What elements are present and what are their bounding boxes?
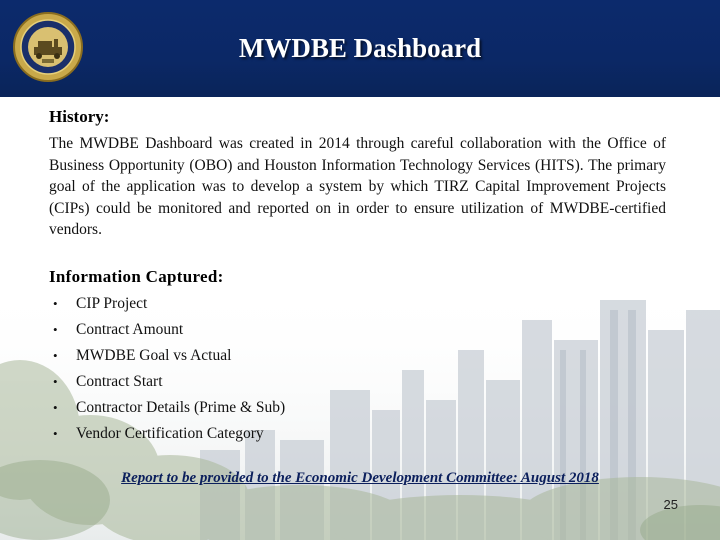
bullet-icon: • bbox=[53, 348, 58, 363]
list-item-label: CIP Project bbox=[76, 295, 148, 312]
bullet-icon: • bbox=[53, 296, 58, 311]
list-item bbox=[49, 319, 285, 345]
history-body: The MWDBE Dashboard was created in 2014 through careful collaboration with the Office of Business Opportunity (OBO) and Houston Information Technology Services (HITS). The primary goal of the application was to develop a system by which TIRZ Capital Improvement Projects (CIPs) could be monitored and reported on in order to ensure utilization of MWDBE-certified vendors. bbox=[49, 135, 666, 238]
bullet-icon: • bbox=[53, 426, 58, 441]
list-item bbox=[49, 345, 285, 371]
bullet-icon: • bbox=[53, 322, 58, 337]
list-item bbox=[49, 293, 285, 319]
slide-number: 25 bbox=[663, 497, 678, 512]
list-item-label: Contractor Details (Prime & Sub) bbox=[76, 399, 286, 416]
page-title: MWDBE Dashboard bbox=[238, 33, 482, 63]
list-item-label: MWDBE Goal vs Actual bbox=[76, 347, 232, 364]
list-item bbox=[49, 371, 285, 397]
list-item-label: Contract Start bbox=[76, 373, 163, 390]
list-item-label: Contract Amount bbox=[76, 321, 184, 338]
report-note: Report to be provided to the Economic Development Committee: August 2018 bbox=[121, 470, 599, 486]
bullet-icon: • bbox=[53, 400, 58, 415]
list-item bbox=[49, 397, 285, 423]
bullet-icon: • bbox=[53, 374, 58, 389]
list-item-label: Vendor Certification Category bbox=[76, 425, 264, 442]
list-item bbox=[49, 423, 285, 449]
history-heading: History: bbox=[49, 107, 110, 126]
information-captured-list bbox=[49, 293, 285, 449]
information-captured-heading: Information Captured: bbox=[49, 267, 224, 286]
